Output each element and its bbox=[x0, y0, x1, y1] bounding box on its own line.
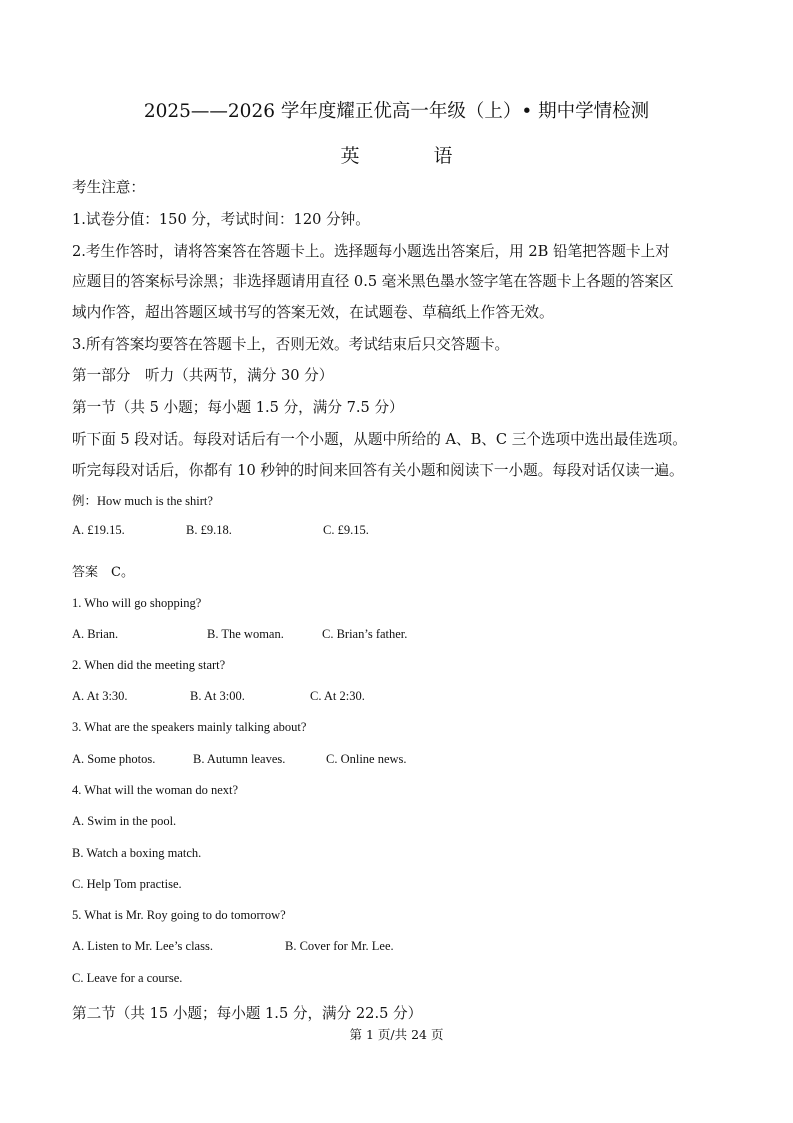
q3-option-b: B. Autumn leaves. bbox=[193, 752, 286, 766]
q3-option-c: C. Online news. bbox=[326, 752, 407, 766]
q1-option-a: A. Brian. bbox=[72, 627, 119, 641]
q2-option-c: C. At 2:30. bbox=[310, 689, 365, 703]
q3-option-a: A. Some photos. bbox=[72, 752, 156, 766]
q1-option-c: C. Brian’s father. bbox=[322, 627, 408, 641]
q4-option-b: B. Watch a boxing match. bbox=[72, 846, 202, 860]
exam-title: 2025——2026 学年度耀正优高一年级（上）• 期中学情检测 bbox=[143, 101, 650, 122]
question-1: 1. Who will go shopping? bbox=[72, 596, 202, 610]
instructions-line-2: 听完每段对话后，你都有 10 秒钟的时间来回答有关小题和阅读下一小题。每段对话仅读一遍。 bbox=[72, 462, 684, 479]
question-4: 4. What will the woman do next? bbox=[72, 783, 239, 797]
q5-option-c: C. Leave for a course. bbox=[72, 971, 183, 985]
example-option-c: C. £9.15. bbox=[323, 523, 369, 537]
subject-title: 英 语 bbox=[340, 145, 487, 167]
notice-item-1: 1.试卷分值：150 分，考试时间：120 分钟。 bbox=[72, 211, 370, 228]
notice-item-2-line-3: 域内作答，超出答题区域书写的答案无效，在试题卷、草稿纸上作答无效。 bbox=[72, 304, 554, 321]
notice-item-2-line-1: 2.考生作答时，请将答案答在答题卡上。选择题每小题选出答案后，用 2B 铅笔把答题卡上对 bbox=[72, 243, 670, 260]
q2-option-b: B. At 3:00. bbox=[190, 689, 245, 703]
example-option-b: B. £9.18. bbox=[186, 523, 232, 537]
q4-option-a: A. Swim in the pool. bbox=[72, 814, 177, 828]
q4-option-c: C. Help Tom practise. bbox=[72, 877, 182, 891]
question-2: 2. When did the meeting start? bbox=[72, 658, 226, 672]
q2-option-a: A. At 3:30. bbox=[72, 689, 128, 703]
q5-option-a: A. Listen to Mr. Lee’s class. bbox=[72, 939, 213, 953]
q1-option-b: B. The woman. bbox=[207, 627, 284, 641]
notice-item-3: 3.所有答案均要答在答题卡上，否则无效。考试结束后只交答题卡。 bbox=[72, 336, 510, 353]
example-option-a: A. £19.15. bbox=[72, 523, 125, 537]
notice-heading: 考生注意： bbox=[72, 179, 145, 196]
part1-heading: 第一部分 听力（共两节，满分 30 分） bbox=[72, 367, 334, 384]
example-answer: 答案 C。 bbox=[72, 565, 134, 580]
question-3: 3. What are the speakers mainly talking about? bbox=[72, 720, 307, 734]
example-question: 例：How much is the shirt? bbox=[72, 494, 213, 508]
section2-heading: 第二节（共 15 小题；每小题 1.5 分，满分 22.5 分） bbox=[72, 1005, 423, 1022]
page-footer: 第 1 页/共 24 页 bbox=[349, 1027, 444, 1042]
q5-option-b: B. Cover for Mr. Lee. bbox=[285, 939, 394, 953]
question-5: 5. What is Mr. Roy going to do tomorrow? bbox=[72, 908, 286, 922]
section1-heading: 第一节（共 5 小题；每小题 1.5 分，满分 7.5 分） bbox=[72, 399, 404, 416]
instructions-line-1: 听下面 5 段对话。每段对话后有一个小题，从题中所给的 A、B、C 三个选项中选出最佳选项。 bbox=[72, 431, 687, 448]
notice-item-2-line-2: 应题目的答案标号涂黑；非选择题请用直径 0.5 毫米黑色墨水签字笔在答题卡上各题的答案区 bbox=[72, 273, 674, 290]
